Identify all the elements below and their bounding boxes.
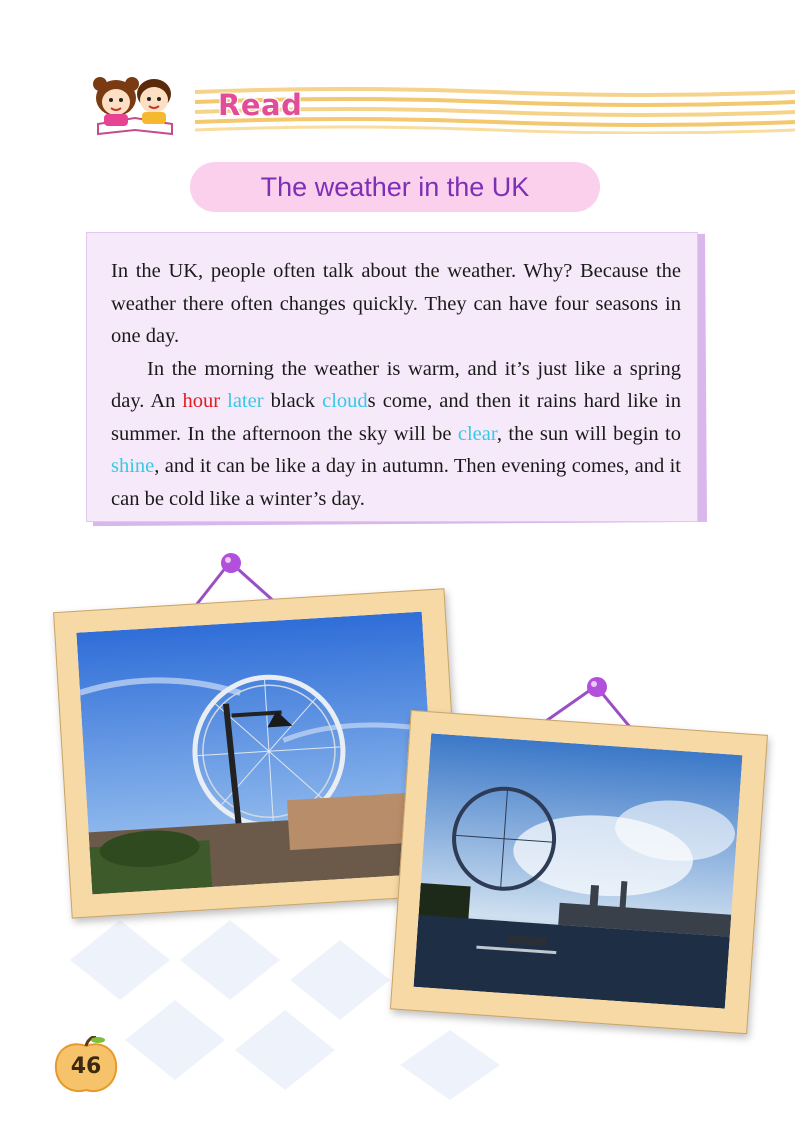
new-word-shine: shine xyxy=(111,455,155,477)
p2-text-6: , and it can be like a day in autumn. Then evening comes, and it can be cold like a winter’s day. xyxy=(111,455,681,510)
p2-text-5: , the sun will begin to xyxy=(496,422,682,445)
p2-text-4: s come, and then it rains hard like in summer. In the afternoon the sky will be xyxy=(111,390,681,445)
pin-icon xyxy=(216,548,246,578)
page-number: 46 xyxy=(70,1054,102,1079)
p2-text-1: In the morning the weather is warm, and it’s just like a spring day. An xyxy=(111,357,681,412)
new-word-later: later xyxy=(227,390,264,412)
paragraph-2 xyxy=(111,353,681,516)
paragraph-1: In the UK, people often talk about the weather. Why? Because the weather there often changes quickly. They can have four seasons in one day. xyxy=(111,260,681,347)
london-eye-photo xyxy=(76,612,437,895)
thames-photo xyxy=(414,733,743,1008)
new-word-cloud: cloud xyxy=(322,390,368,412)
new-word-clear: clear xyxy=(457,422,497,445)
pin-icon xyxy=(582,672,612,702)
section-header xyxy=(80,62,720,142)
new-word-hour: hour xyxy=(182,390,221,412)
photo-frame-2 xyxy=(390,710,766,1032)
p2-text-3: black xyxy=(263,390,323,412)
page-title: The weather in the UK xyxy=(190,162,600,212)
reading-kids-icon xyxy=(80,62,190,140)
page-number-badge xyxy=(50,1036,122,1096)
section-label: Read xyxy=(218,88,303,122)
reading-passage xyxy=(86,232,698,522)
